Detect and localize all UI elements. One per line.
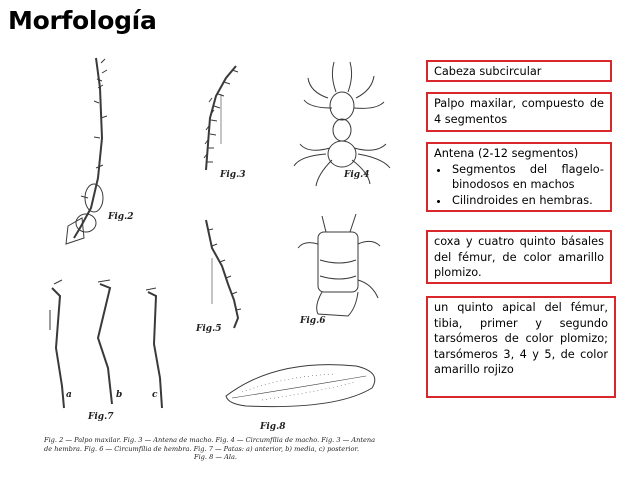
fig6-head-drawing	[298, 214, 380, 316]
fig4-head-drawing	[294, 62, 390, 186]
leg-c-label: c	[152, 390, 158, 400]
head-note-text: Cabeza subcircular	[434, 65, 542, 78]
fig8-wing-drawing	[226, 365, 375, 407]
head-note-box	[426, 60, 612, 82]
fig5-antenna-drawing	[206, 220, 241, 328]
fig3-label: Fig.3	[220, 170, 246, 180]
fig6-label: Fig.6	[300, 316, 326, 326]
antenna-note-title: Antena (2-12 segmentos)	[434, 147, 579, 160]
caption-line: de hembra. Fig. 6 — Circumfília de hembra. Fig. 7 — Patas: a) anterior, b) media, c) posterior.	[44, 444, 359, 453]
leg-a-label: a	[66, 390, 72, 400]
leg-b-label: b	[116, 390, 123, 400]
figure-caption	[44, 436, 406, 462]
fig3-antenna-drawing	[204, 66, 238, 170]
antenna-note-box	[426, 142, 612, 212]
fig4-label: Fig.4	[344, 170, 370, 180]
coxa-note-text: coxa y cuatro quinto básales del fémur, de color amarillo plomizo.	[434, 235, 604, 279]
palp-note-box	[426, 92, 612, 132]
fig2-label: Fig.2	[108, 212, 134, 222]
antenna-note-item: • Segmentos del flagelo- binodosos en machos	[450, 162, 604, 193]
palp-note-text: Palpo maxilar, compuesto de 4 segmentos	[434, 97, 604, 126]
fig7-label: Fig.7	[88, 412, 114, 422]
plate-drawings	[36, 48, 412, 472]
femur-note-box	[426, 296, 616, 398]
antenna-note-item: • Cilindroides en hembras.	[450, 193, 604, 209]
page-title: Morfología	[8, 6, 157, 35]
fig8-label: Fig.8	[260, 422, 286, 432]
morphology-plate	[36, 48, 412, 472]
coxa-note-box	[426, 230, 612, 284]
caption-line: Fig. 2 — Palpo maxilar. Fig. 3 — Antena de macho. Fig. 4 — Circumfília de macho. Fig. 3 — Antena	[44, 436, 376, 444]
fig7-legs-drawing	[50, 280, 162, 408]
antenna-note-list	[434, 162, 604, 209]
femur-note-text: un quinto apical del fémur, tibia, primer y segundo tarsómeros de color plomizo; tarsómeros 3, 4 y 5, de color amarillo rojizo	[434, 301, 608, 376]
fig5-label: Fig.5	[196, 324, 222, 334]
fig2-palp-drawing	[66, 58, 107, 244]
caption-line: Fig. 8 — Ala.	[194, 453, 237, 462]
